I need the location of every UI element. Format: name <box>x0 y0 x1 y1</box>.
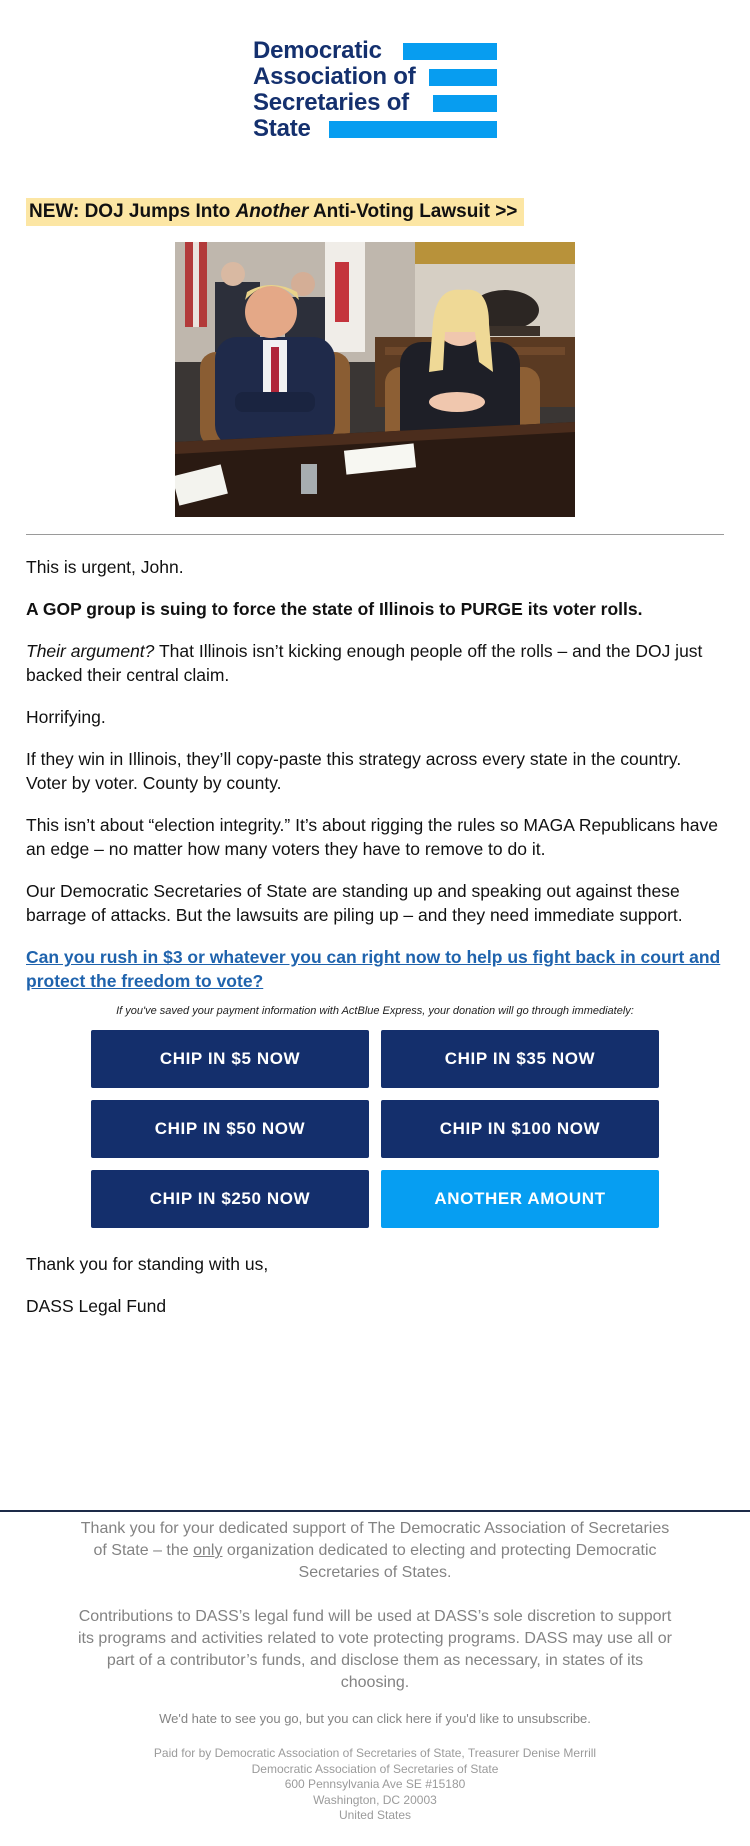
paragraph-integrity: This isn’t about “election integrity.” It’s about rigging the rules so MAGA Republicans have an edge – no matter how many voters they have to remove to do it. <box>26 815 718 859</box>
footer-support-only: only <box>193 1542 223 1559</box>
lead-text: A GOP group is suing to force the state of Illinois to PURGE its voter rolls. <box>26 599 643 619</box>
divider <box>26 534 724 535</box>
logo-bar-1 <box>403 43 497 60</box>
paid-for-line: Paid for by Democratic Association of Secretaries of State, Treasurer Denise Merrill <box>153 1746 597 1760</box>
greeting: This is urgent, John. <box>26 557 184 577</box>
logo-bar-4 <box>329 121 497 138</box>
headline-suffix: Anti-Voting Lawsuit >> <box>308 201 518 222</box>
footer-support <box>75 1518 675 1584</box>
chip-in-50-button[interactable]: CHIP IN $50 NOW <box>91 1100 369 1158</box>
city-line: Washington, DC 20003 <box>313 1792 437 1807</box>
closing-thanks: Thank you for standing with us, <box>26 1254 269 1274</box>
country-line: United States <box>338 1808 412 1822</box>
headline-link[interactable] <box>26 198 524 226</box>
cta-paragraph <box>26 945 726 993</box>
logo-line-3: Secretaries of <box>253 89 409 116</box>
unsubscribe-text[interactable]: We'd hate to see you go, but you can click here if you'd like to unsubscribe. <box>159 1711 591 1726</box>
argument-question: Their argument? <box>26 641 155 661</box>
street-address: 600 Pennsylvania Ave SE #15180 <box>284 1777 466 1791</box>
chip-in-100-button[interactable]: CHIP IN $100 NOW <box>381 1100 659 1158</box>
logo-line-2: Association of <box>253 63 416 90</box>
signature: DASS Legal Fund <box>26 1296 167 1316</box>
logo-line-1: Democratic <box>253 37 382 64</box>
chip-in-35-button[interactable]: CHIP IN $35 NOW <box>381 1030 659 1088</box>
footer-support-b: organization dedicated to electing and protecting Democratic Secretaries of States. <box>222 1542 657 1581</box>
footer-support-a: Thank you for your dedicated support of The Democratic Association of Secretaries of State – the <box>80 1520 670 1559</box>
paragraph-secretaries: Our Democratic Secretaries of State are standing up and speaking out against these barrage of attacks. But the lawsuits are piling up – and they need immediate support. <box>26 881 683 925</box>
logo-bar-3 <box>433 95 497 112</box>
logo-line-4: State <box>253 115 311 142</box>
cta-link[interactable]: Can you rush in $3 or whatever you can right now to help us fight back in court and protect the freedom to vote? <box>26 947 721 991</box>
paid-for-block <box>75 1746 675 1824</box>
paragraph-horrifying: Horrifying. <box>26 707 106 727</box>
argument-text: That Illinois isn’t kicking enough people off the rolls – and the DOJ just backed their central claim. <box>26 641 703 685</box>
news-photo[interactable] <box>175 242 575 517</box>
actblue-note: If you've saved your payment information with ActBlue Express, your donation will go through immediately: <box>116 1005 634 1017</box>
chip-in-5-button[interactable]: CHIP IN $5 NOW <box>91 1030 369 1088</box>
dass-logo[interactable] <box>253 38 497 142</box>
footer-divider <box>0 1510 750 1512</box>
paragraph-strategy: If they win in Illinois, they’ll copy-paste this strategy across every state in the country. Voter by voter. County by county. <box>26 749 682 793</box>
footer-contributions: Contributions to DASS’s legal fund will be used at DASS’s sole discretion to support its programs and activities related to vote protecting programs. DASS may use all or part of a contributor’s funds, and disclose them as necessary, in states of its choosing. <box>77 1608 673 1691</box>
headline-prefix: NEW: DOJ Jumps Into <box>29 201 236 222</box>
chip-in-250-button[interactable]: CHIP IN $250 NOW <box>91 1170 369 1228</box>
org-name: Democratic Association of Secretaries of State <box>251 1761 499 1776</box>
another-amount-button[interactable]: ANOTHER AMOUNT <box>381 1170 659 1228</box>
paragraph-argument <box>26 639 726 687</box>
headline-emphasis: Another <box>235 201 309 222</box>
lead-paragraph <box>26 597 726 621</box>
logo-bar-2 <box>429 69 497 86</box>
